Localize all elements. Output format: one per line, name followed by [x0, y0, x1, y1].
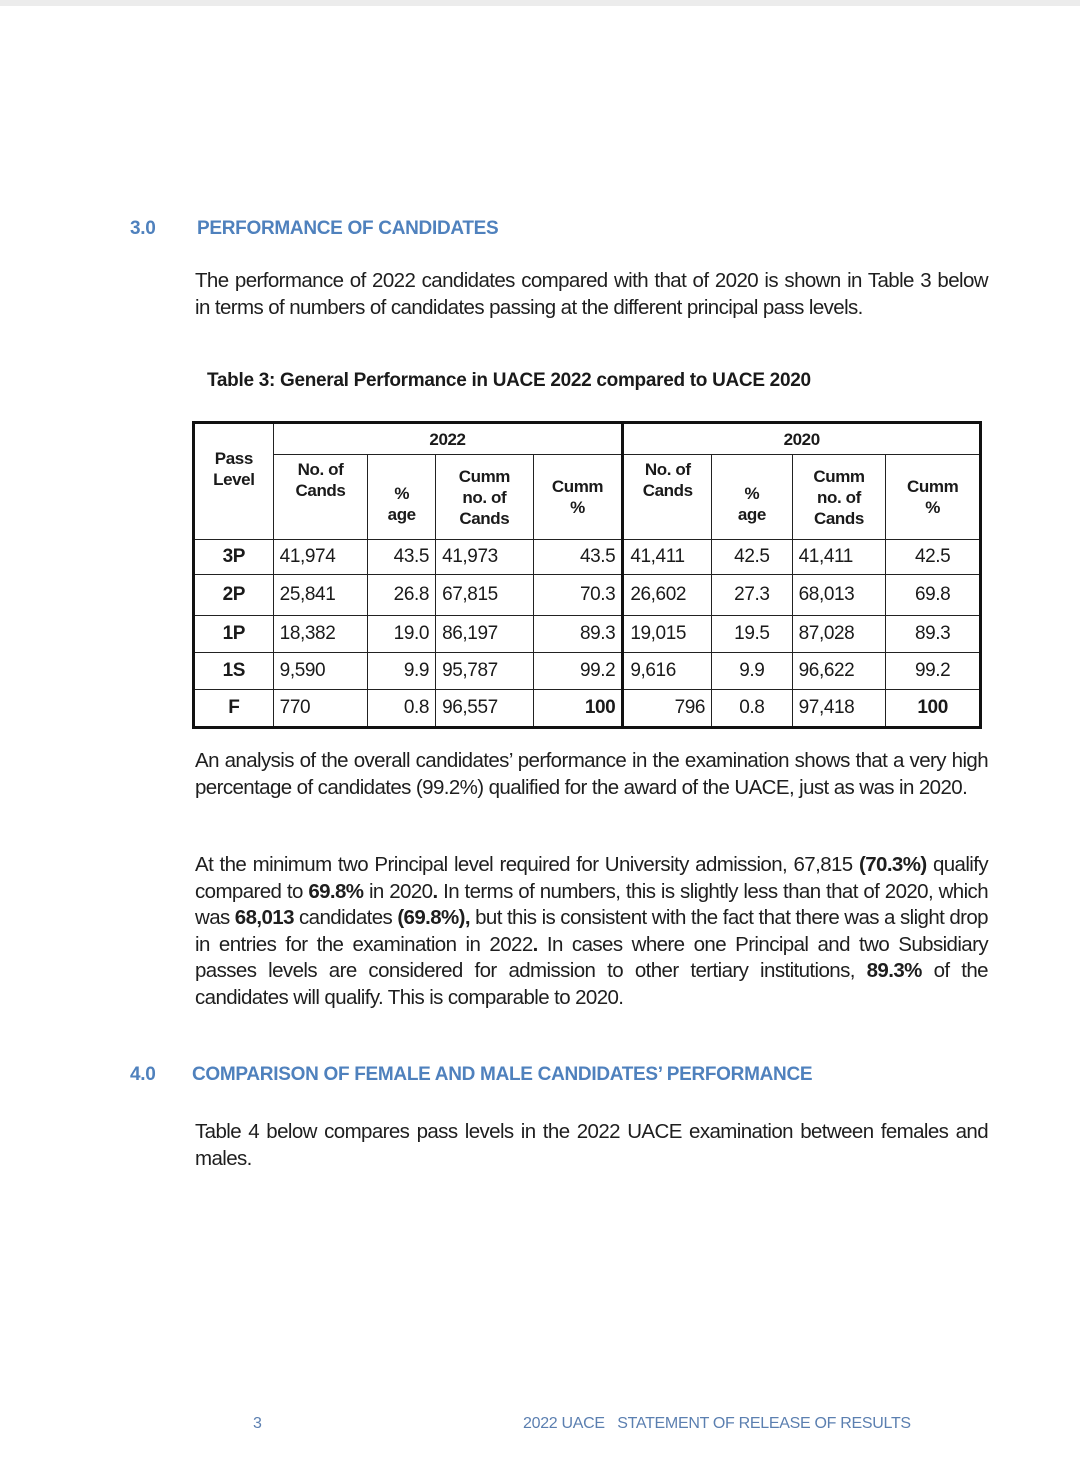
section-number: 4.0 [130, 1064, 156, 1085]
cell-2020-pct-age: 19.5 [712, 616, 793, 653]
pass-level-cell: 1P [194, 616, 274, 653]
analysis-paragraph-2: At the minimum two Principal level required for University admission, 67,815 (70.3%) qualify compared to 69.8% in 2020. In terms of numbers, this is slightly less than that of 2020, which was 68,013 candidates (69.8%), but this is consistent with the fact that there was a slight drop in entries for the examination in 2022. In cases where one Principal and two Subsidiary passes levels are considered for admission to other tertiary institutions, 89.3% of the candidates will qualify. This is comparable to 2020. [195, 853, 989, 1009]
cell-2020-no-of-cands: 19,015 [623, 616, 712, 653]
section-title: COMPARISON OF FEMALE AND MALE CANDIDATES’ PERFORMANCE [192, 1064, 813, 1085]
cell-2020-pct-age: 0.8 [712, 690, 793, 728]
col-header-pct-age: % age [368, 455, 436, 540]
pass-level-cell: 1S [194, 653, 274, 690]
cell-2020-pct-age: 42.5 [712, 540, 793, 575]
cell-2020-cumm-no: 97,418 [792, 690, 886, 728]
pass-level-cell: F [194, 690, 274, 728]
section-3-intro: The performance of 2022 candidates compared with that of 2020 is shown in Table 3 below in terms of numbers of candidates passing at the different principal pass levels. [195, 269, 988, 319]
col-header-no-of-cands: No. of Cands [623, 455, 712, 540]
cell-2022-cumm-pct: 100 [533, 690, 623, 728]
pass-level-cell: 3P [194, 540, 274, 575]
cell-2022-no-of-cands: 9,590 [273, 653, 368, 690]
col-header-no-of-cands: No. of Cands [273, 455, 368, 540]
cell-2022-cumm-no: 67,815 [436, 575, 534, 616]
table-3-caption: Table 3: General Performance in UACE 2022 compared to UACE 2020 [207, 370, 811, 391]
cell-2022-cumm-pct: 43.5 [533, 540, 623, 575]
cell-2022-cumm-pct: 99.2 [533, 653, 623, 690]
cell-2020-cumm-pct: 89.3 [886, 616, 981, 653]
cell-2022-no-of-cands: 770 [273, 690, 368, 728]
col-header-pct-age: % age [712, 455, 793, 540]
section-4-intro: Table 4 below compares pass levels in the 2022 UACE examination between females and males. [195, 1120, 988, 1170]
cell-2020-cumm-pct: 99.2 [886, 653, 981, 690]
viewer-top-bar [0, 0, 1080, 6]
cell-2020-cumm-pct: 69.8 [886, 575, 981, 616]
year-header-2020: 2020 [623, 423, 981, 455]
cell-2022-pct-age: 9.9 [368, 653, 436, 690]
cell-2022-no-of-cands: 41,974 [273, 540, 368, 575]
table-row [194, 653, 981, 690]
table-row [194, 616, 981, 653]
cell-2020-no-of-cands: 26,602 [623, 575, 712, 616]
page-number: 3 [253, 1415, 262, 1432]
cell-2022-no-of-cands: 25,841 [273, 575, 368, 616]
table-row [194, 690, 981, 728]
cell-2020-cumm-no: 41,411 [792, 540, 886, 575]
col-header-cumm-pct: Cumm % [886, 455, 981, 540]
cell-2020-no-of-cands: 796 [623, 690, 712, 728]
analysis-paragraph-1: An analysis of the overall candidates’ performance in the examination shows that a very high percentage of candidates (99.2%) qualified for the award of the UACE, just as was in 2020. [195, 749, 988, 799]
cell-2020-cumm-pct: 42.5 [886, 540, 981, 575]
table-row [194, 575, 981, 616]
year-header-2022: 2022 [273, 423, 623, 455]
cell-2020-pct-age: 27.3 [712, 575, 793, 616]
cell-2022-pct-age: 43.5 [368, 540, 436, 575]
cell-2020-cumm-no: 87,028 [792, 616, 886, 653]
col-header-cumm-no: Cumm no. of Cands [792, 455, 886, 540]
cell-2022-no-of-cands: 18,382 [273, 616, 368, 653]
col-header-cumm-no: Cumm no. of Cands [436, 455, 534, 540]
cell-2022-pct-age: 0.8 [368, 690, 436, 728]
table-row [194, 540, 981, 575]
table-3-performance [192, 421, 982, 729]
cell-2022-pct-age: 19.0 [368, 616, 436, 653]
cell-2022-cumm-no: 41,973 [436, 540, 534, 575]
section-title: PERFORMANCE OF CANDIDATES [197, 218, 499, 239]
cell-2020-no-of-cands: 41,411 [623, 540, 712, 575]
pass-level-header: Pass Level [194, 423, 274, 540]
cell-2020-pct-age: 9.9 [712, 653, 793, 690]
cell-2020-cumm-no: 68,013 [792, 575, 886, 616]
cell-2022-pct-age: 26.8 [368, 575, 436, 616]
cell-2022-cumm-no: 95,787 [436, 653, 534, 690]
cell-2020-cumm-pct: 100 [886, 690, 981, 728]
section-number: 3.0 [130, 218, 156, 239]
cell-2020-cumm-no: 96,622 [792, 653, 886, 690]
cell-2022-cumm-pct: 89.3 [533, 616, 623, 653]
col-header-cumm-pct: Cumm % [533, 455, 623, 540]
cell-2022-cumm-pct: 70.3 [533, 575, 623, 616]
cell-2022-cumm-no: 86,197 [436, 616, 534, 653]
footer-doc-title: 2022 UACE STATEMENT OF RELEASE OF RESULTS [523, 1415, 911, 1432]
cell-2020-no-of-cands: 9,616 [623, 653, 712, 690]
pass-level-cell: 2P [194, 575, 274, 616]
cell-2022-cumm-no: 96,557 [436, 690, 534, 728]
